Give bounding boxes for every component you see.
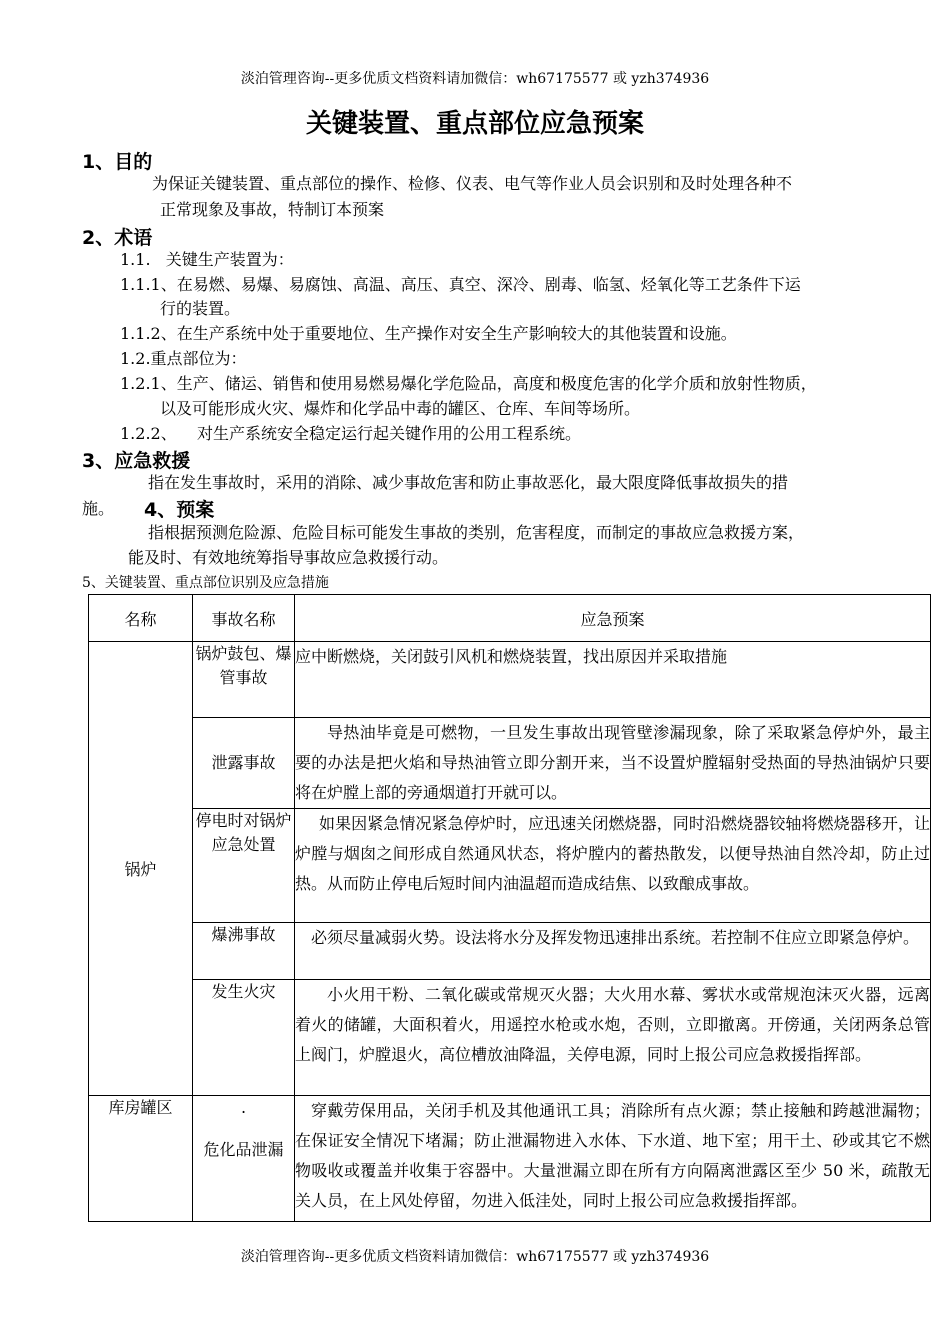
section-1-text: 为保证关键装置、重点部位的操作、检修、仪表、电气等作业人员会识别和及时处理各种不 (152, 174, 793, 193)
accident-cell: 爆沸事故 (193, 923, 295, 980)
section-2-heading: 2、术语 (82, 227, 153, 249)
term-1-2-1: 1.2.1、生产、储运、销售和使用易燃易爆化学危险品，高度和极度危害的化学介质和放射性物质， (120, 374, 817, 393)
section-3-text-cont: 施。 (82, 499, 115, 518)
table-row (89, 718, 931, 809)
table-header-row (89, 595, 931, 642)
section-5-heading: 5、关键装置、重点部位识别及应急措施 (82, 575, 329, 591)
table-row (89, 809, 931, 923)
section-3-text: 指在发生事故时，采用的消除、减少事故危害和防止事故恶化，最大限度降低事故损失的措 (148, 473, 789, 492)
tank-accident-cell (193, 1096, 295, 1222)
section-4-text: 指根据预测危险源、危险目标可能发生事故的类别，危害程度，而制定的事故应急救援方案， (148, 523, 805, 542)
emergency-table (88, 594, 931, 1222)
term-1-2-1-cont: 以及可能形成火灾、爆炸和化学品中毒的罐区、仓库、车间等场所。 (160, 399, 641, 418)
term-1-2: 1.2.重点部位为： (120, 349, 247, 368)
header-note: 淡泊管理咨询--更多优质文档资料请加微信：wh67175577 或 yzh374936 (240, 71, 710, 87)
col-header-accident: 事故名称 (193, 595, 295, 642)
term-1-1-1: 1.1.1、在易燃、易爆、易腐蚀、高温、高压、真空、深冷、剧毒、临氢、烃氧化等工艺条件下运 (120, 275, 801, 294)
section-4-text-cont: 能及时、有效地统筹指导事故应急救援行动。 (128, 548, 449, 567)
term-1-1: 1.1. 关键生产装置为： (120, 250, 294, 269)
plan-cell: 穿戴劳保用品，关闭手机及其他通讯工具；消除所有点火源；禁止接触和跨越泄漏物；在保证安全情况下堵漏；防止泄漏物进入水体、下水道、地下室；用干土、砂或其它不燃物吸收或覆盖并收集于容器中。大量泄漏立即在所有方向隔离泄露区至少 50 米，疏散无关人员，在上风处停留，勿进入低洼处，同时上报公司应急救援指挥部。 (295, 1096, 931, 1222)
boiler-name-cell: 锅炉 (89, 642, 193, 1096)
accident-cell: 发生火灾 (193, 980, 295, 1096)
page-title: 关键装置、重点部位应急预案 (305, 109, 644, 139)
section-4-heading: 4、预案 (144, 499, 215, 521)
accident-label: 危化品泄漏 (203, 1140, 284, 1159)
section-3-heading: 3、应急救援 (82, 450, 191, 472)
plan-cell: 导热油毕竟是可燃物，一旦发生事故出现管壁渗漏现象，除了采取紧急停炉外，最主要的办法是把火焰和导热油管立即分割开来，当不设置炉膛辐射受热面的导热油锅炉只要将在炉膛上部的旁通烟道打开就可以。 (295, 718, 931, 809)
col-header-plan: 应急预案 (295, 595, 931, 642)
accident-cell: 泄露事故 (193, 718, 295, 809)
table-row (89, 980, 931, 1096)
table-row (89, 923, 931, 980)
accident-dot: . (240, 1098, 247, 1117)
term-1-1-1-cont: 行的装置。 (160, 299, 241, 318)
plan-cell: 小火用干粉、二氧化碳或常规灭火器；大火用水幕、雾状水或常规泡沫灭火器，远离着火的储罐，大面积着火，用遥控水枪或水炮，否则，立即撤离。开傍通，关闭两条总管上阀门，炉膛退火，高位槽放油降温，关停电源，同时上报公司应急救援指挥部。 (295, 980, 931, 1096)
plan-cell: 如果因紧急情况紧急停炉时，应迅速关闭燃烧器，同时沿燃烧器铰轴将燃烧器移开，让炉膛与烟囱之间形成自然通风状态，将炉膛内的蓄热散发，以便导热油自然冷却，防止过热。从而防止停电后短时间内油温超而造成结焦、以致酿成事故。 (295, 809, 931, 923)
plan-cell: 应中断燃烧，关闭鼓引风机和燃烧装置，找出原因并采取措施 (295, 642, 931, 718)
tank-name-cell: 库房罐区 (89, 1096, 193, 1222)
plan-cell: 必须尽量减弱火势。设法将水分及挥发物迅速排出系统。若控制不住应立即紧急停炉。 (295, 923, 931, 980)
section-1-heading: 1、目的 (82, 151, 153, 173)
table-row (89, 1096, 931, 1222)
term-1-2-2: 1.2.2、 对生产系统安全稳定运行起关键作用的公用工程系统。 (120, 424, 582, 443)
term-1-1-2: 1.1.2、在生产系统中处于重要地位、生产操作对安全生产影响较大的其他装置和设施。 (120, 324, 737, 343)
accident-cell: 停电时对锅炉应急处置 (193, 809, 295, 923)
table-row (89, 642, 931, 718)
col-header-name: 名称 (89, 595, 193, 642)
footer-note: 淡泊管理咨询--更多优质文档资料请加微信：wh67175577 或 yzh374936 (240, 1249, 710, 1265)
accident-cell: 锅炉鼓包、爆管事故 (193, 642, 295, 718)
section-1-text-cont: 正常现象及事故，特制订本预案 (160, 200, 385, 219)
